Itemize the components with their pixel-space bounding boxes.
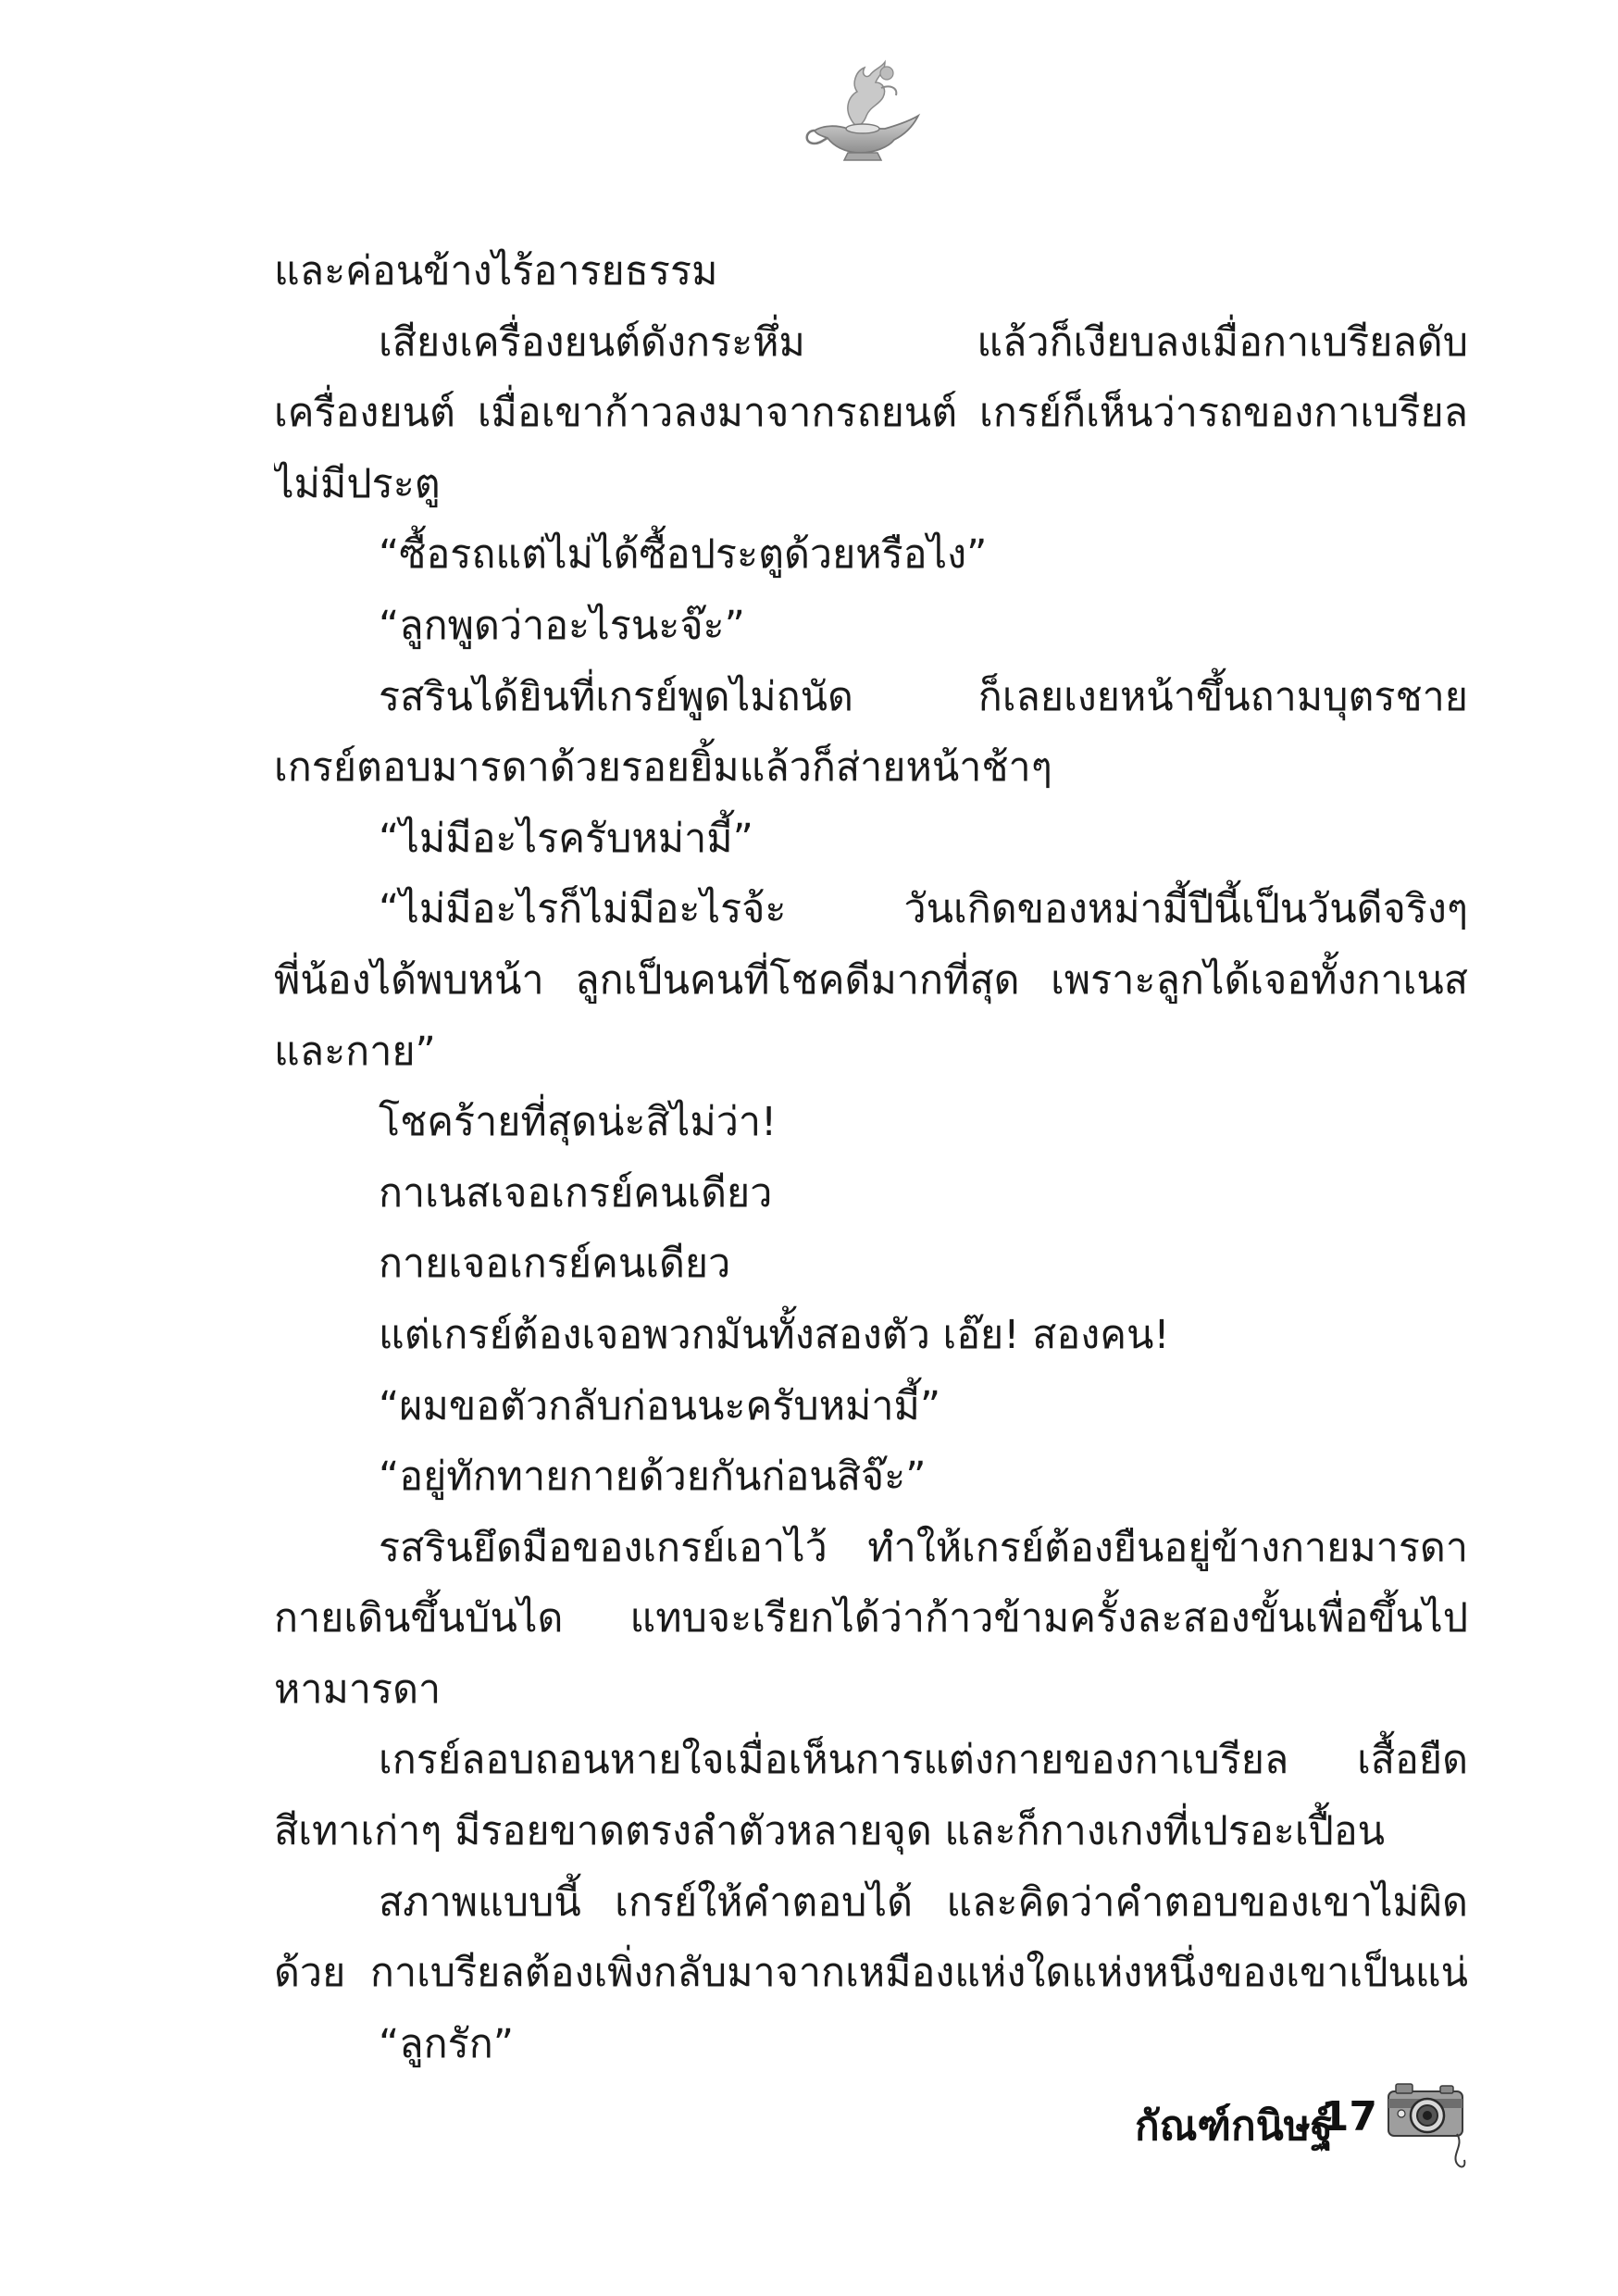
text-line: สภาพแบบนี้ เกรย์ให้คำตอบได้ และคิดว่าคำตอบของเขาไม่ผิด xyxy=(379,1878,1468,1926)
text-line: และค่อนข้างไร้อารยธรรม xyxy=(274,248,718,294)
text-line: “ไม่มีอะไรครับหม่ามี้” xyxy=(379,815,753,862)
text-line: “ลูกพูดว่าอะไรนะจ๊ะ” xyxy=(379,602,745,649)
text-line: “อยู่ทักทายกายด้วยกันก่อนสิจ๊ะ” xyxy=(379,1454,927,1501)
text-line: เครื่องยนต์ เมื่อเขาก้าวลงมาจากรถยนต์ เกรย์ก็เห็นว่ารถของกาเบรียล xyxy=(274,390,1468,437)
body-text xyxy=(274,236,1468,2079)
genie-lamp-icon xyxy=(796,51,926,171)
text-line: “ซื้อรถแต่ไม่ได้ซื้อประตูด้วยหรือไง” xyxy=(379,531,988,579)
camera-icon xyxy=(1383,2071,1468,2173)
text-line: เกรย์ตอบมารดาด้วยรอยยิ้มแล้วก็ส่ายหน้าช้าๆ xyxy=(274,744,1052,792)
text-line: แต่เกรย์ต้องเจอพวกมันทั้งสองตัว เอ๊ย! สองคน! xyxy=(379,1311,1170,1358)
text-line: และกาย” xyxy=(274,1028,436,1075)
page-footer xyxy=(1018,2088,1462,2162)
text-line: กายเดินขึ้นบันได แทบจะเรียกได้ว่าก้าวข้ามครั้งละสองขั้นเพื่อขึ้นไป xyxy=(274,1595,1468,1642)
text-line: “ลูกรัก” xyxy=(379,2020,515,2067)
text-line: เสียงเครื่องยนต์ดังกระหึ่ม แล้วก็เงียบลงเมื่อกาเบรียลดับ xyxy=(379,318,1468,366)
text-line: เกรย์ลอบถอนหายใจเมื่อเห็นการแต่งกายของกาเบรียล เสื้อยืด xyxy=(379,1737,1468,1784)
text-line: รสรินได้ยินที่เกรย์พูดไม่ถนัด ก็เลยเงยหน้าขึ้นถามบุตรชาย xyxy=(379,673,1468,720)
page-number: 17 xyxy=(1320,2093,1377,2140)
text-line: “ผมขอตัวกลับก่อนนะครับหม่ามี้” xyxy=(379,1382,941,1429)
text-line: รสรินยึดมือของเกรย์เอาไว้ ทำให้เกรย์ต้องยืนอยู่ข้างกายมารดา xyxy=(379,1524,1468,1571)
text-line: กายเจอเกรย์คนเดียว xyxy=(379,1241,731,1288)
text-line: ไม่มีประตู xyxy=(274,460,441,507)
text-line: ด้วย กาเบรียลต้องเพิ่งกลับมาจากเหมืองแห่งใดแห่งหนึ่งของเขาเป็นแน่ xyxy=(274,1950,1468,1997)
text-line: กาเนสเจอเกรย์คนเดียว xyxy=(379,1169,773,1217)
text-line: พี่น้องได้พบหน้า ลูกเป็นคนที่โชคดีมากที่สุด เพราะลูกได้เจอทั้งกาเนส xyxy=(274,956,1468,1004)
text-line: สีเทาเก่าๆ มีรอยขาดตรงลำตัวหลายจุด และก็กางเกงที่เปรอะเปื้อน xyxy=(274,1808,1386,1855)
text-line: “ไม่มีอะไรก็ไม่มีอะไรจ้ะ วันเกิดของหม่ามี้ปีนี้เป็นวันดีจริงๆ xyxy=(379,886,1468,933)
text-line: โชคร้ายที่สุดน่ะสิไม่ว่า! xyxy=(379,1099,778,1146)
text-line: หามารดา xyxy=(274,1666,442,1713)
book-title: กัณฑ์กนิษฐ์ xyxy=(1135,2103,1333,2150)
